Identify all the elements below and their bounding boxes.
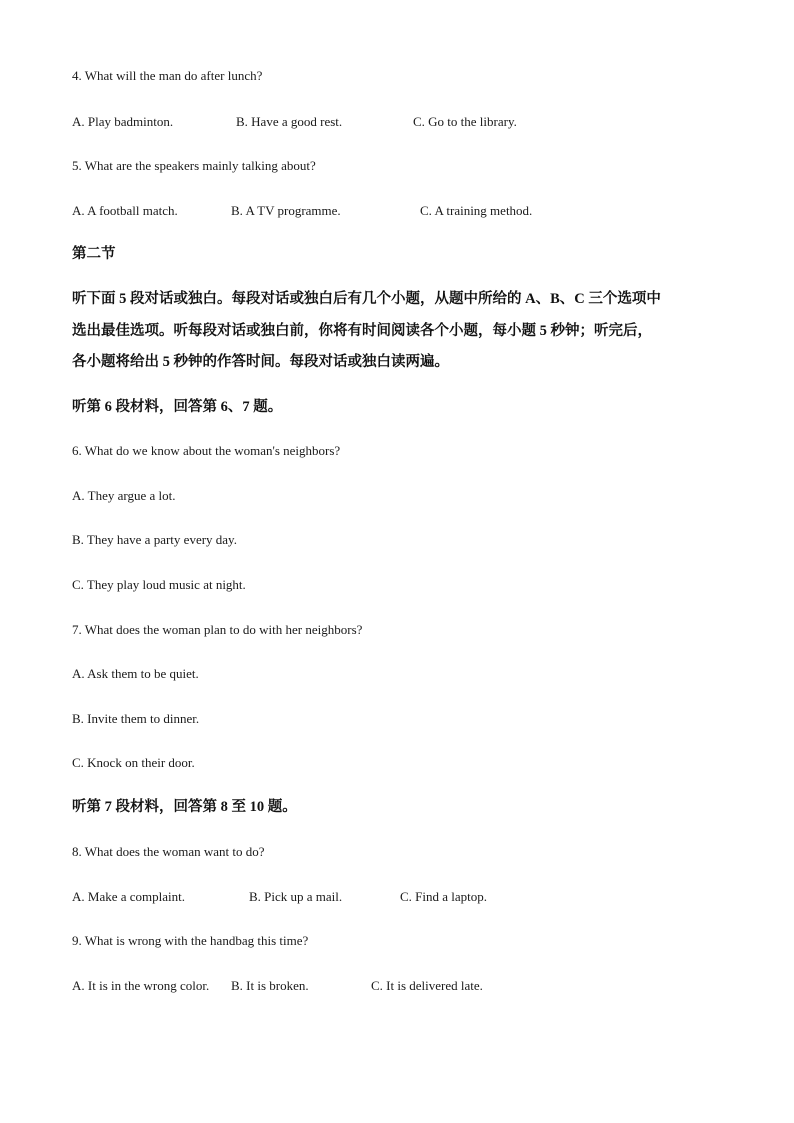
q5-option-a: A. A football match.	[72, 203, 178, 218]
q8-option-a: A. Make a complaint.	[72, 889, 185, 904]
q4-option-c: C. Go to the library.	[413, 114, 517, 129]
q5-option-c: C. A training method.	[420, 203, 533, 218]
q8-option-c: C. Find a laptop.	[400, 889, 488, 904]
q8-option-b: B. Pick up a mail.	[249, 889, 343, 904]
section-instructions-line-2: 选出最佳选项。听每段对话或独白前，你将有时间阅读各个小题，每小题 5 秒钟；听完后，	[72, 323, 652, 339]
question-5: 5. What are the speakers mainly talking about?	[72, 158, 316, 173]
question-7: 7. What does the woman plan to do with her neighbors?	[72, 622, 363, 637]
q6-option-b: B. They have a party every day.	[72, 532, 237, 547]
section-title: 第二节	[72, 246, 116, 262]
q9-option-c: C. It is delivered late.	[371, 978, 483, 993]
question-6: 6. What do we know about the woman's neighbors?	[72, 443, 341, 458]
section-instructions-line-1: 听下面 5 段对话或独白。每段对话或独白后有几个小题，从题中所给的 A、B、C 三个选项中	[72, 291, 661, 307]
material-6-heading: 听第 6 段材料，回答第 6、7 题。	[72, 399, 283, 415]
q4-option-b: B. Have a good rest.	[236, 114, 343, 129]
q7-option-b: B. Invite them to dinner.	[72, 711, 200, 726]
q7-option-a: A. Ask them to be quiet.	[72, 666, 199, 681]
question-4: 4. What will the man do after lunch?	[72, 68, 263, 83]
q4-option-a: A. Play badminton.	[72, 114, 174, 129]
q5-option-b: B. A TV programme.	[231, 203, 341, 218]
section-instructions-line-3: 各小题将给出 5 秒钟的作答时间。每段对话或独白读两遍。	[72, 354, 449, 370]
q9-option-a: A. It is in the wrong color.	[72, 978, 210, 993]
question-9: 9. What is wrong with the handbag this time?	[72, 933, 309, 948]
q6-option-c: C. They play loud music at night.	[72, 577, 246, 592]
q9-option-b: B. It is broken.	[231, 978, 309, 993]
q7-option-c: C. Knock on their door.	[72, 755, 195, 770]
material-7-heading: 听第 7 段材料，回答第 8 至 10 题。	[72, 799, 297, 815]
question-8: 8. What does the woman want to do?	[72, 844, 265, 859]
q6-option-a: A. They argue a lot.	[72, 488, 176, 503]
